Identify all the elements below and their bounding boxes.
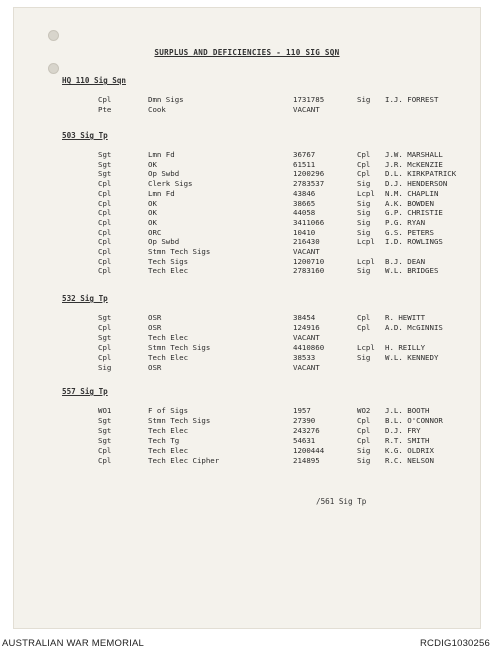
table-row (14, 436, 480, 446)
table-row (14, 169, 480, 179)
cell-role: OK (148, 217, 157, 227)
table-row (14, 323, 480, 333)
table-row (14, 446, 480, 456)
cell-role: OK (148, 208, 157, 218)
cell-rank2: Lcpl (357, 188, 375, 198)
cell-role: Lmn Fd (148, 188, 175, 198)
cell-rank2: Sig (357, 455, 371, 465)
cell-role: OSR (148, 313, 162, 322)
cell-rank2: Sig (357, 266, 371, 276)
cell-name: D.J. HENDERSON (385, 179, 448, 189)
cell-name: B.L. O'CONNOR (385, 415, 443, 425)
cell-rank: Sgt (98, 313, 112, 322)
table-row (14, 208, 480, 218)
cell-rank: Cpl (98, 217, 112, 227)
cell-rank: Cpl (98, 237, 112, 247)
cell-number: 27390 (293, 415, 316, 425)
cell-number: 1200444 (293, 445, 325, 455)
document-body (14, 8, 480, 628)
cell-rank2: Cpl (357, 425, 371, 435)
cell-name: D.J. FRY (385, 425, 421, 435)
table-row (14, 353, 480, 363)
cell-name: H. REILLY (385, 342, 426, 352)
cell-role: Tech Sigs (148, 256, 189, 266)
cell-rank2: Lcpl (357, 342, 375, 352)
cell-number: 44058 (293, 208, 316, 218)
cell-rank: Cpl (98, 179, 112, 189)
cell-role: OSR (148, 362, 162, 372)
cell-rank: Sgt (98, 415, 112, 425)
cell-number: VACANT (293, 104, 320, 114)
cell-rank: Sgt (98, 159, 112, 169)
cell-rank2: Sig (357, 95, 371, 104)
cell-rank2: Sig (357, 227, 371, 237)
table-row (14, 247, 480, 257)
cell-number: 214895 (293, 455, 320, 465)
table-row (14, 228, 480, 238)
cell-number: 38533 (293, 352, 316, 362)
archive-footer (0, 635, 494, 654)
cell-name: D.L. KIRKPATRICK (385, 169, 457, 179)
cell-rank2: Lcpl (357, 256, 375, 266)
cell-name: J.R. McKENZIE (385, 159, 443, 169)
cell-rank: Pte (98, 104, 112, 114)
cell-rank2: Cpl (357, 150, 371, 159)
section-heading: 503 Sig Tp (62, 131, 108, 140)
cell-role: ORC (148, 227, 162, 237)
cell-name: N.M. CHAPLIN (385, 188, 439, 198)
section-heading: 557 Sig Tp (62, 387, 108, 396)
section-heading: HQ 110 Sig Sqn (62, 76, 127, 85)
cell-name: B.J. DEAN (385, 256, 426, 266)
cell-number: 3411066 (293, 217, 325, 227)
document-title: SURPLUS AND DEFICIENCIES - 110 SIG SQN (154, 48, 340, 57)
cell-role: F of Sigs (148, 406, 189, 415)
cell-number: 124916 (293, 322, 320, 332)
cell-number: 43846 (293, 188, 316, 198)
cell-role: Op Swbd (148, 237, 180, 247)
cell-rank: Sgt (98, 425, 112, 435)
cell-role: Tech Tg (148, 435, 180, 445)
table-row (14, 406, 480, 416)
cell-name: K.G. OLDRIX (385, 445, 434, 455)
cell-number: 2783160 (293, 266, 325, 276)
table-row (14, 237, 480, 247)
table-row (14, 426, 480, 436)
cell-role: Tech Elec (148, 352, 189, 362)
signature-line: /561 Sig Tp (316, 497, 367, 506)
cell-name: P.G. RYAN (385, 217, 426, 227)
table-row (14, 189, 480, 199)
cell-number: 10410 (293, 227, 316, 237)
cell-role: OK (148, 198, 157, 208)
cell-rank: Sgt (98, 150, 112, 159)
cell-role: Stmn Tech Sigs (148, 415, 211, 425)
table-row (14, 95, 480, 105)
cell-role: Stmn Tech Sigs (148, 342, 211, 352)
cell-role: OK (148, 159, 157, 169)
cell-number: VACANT (293, 362, 320, 372)
cell-rank2: Sig (357, 208, 371, 218)
cell-rank: Cpl (98, 342, 112, 352)
cell-rank: Sgt (98, 169, 112, 179)
cell-rank2: Sig (357, 179, 371, 189)
cell-rank: Cpl (98, 445, 112, 455)
cell-name: G.P. CHRISTIE (385, 208, 443, 218)
cell-role: Tech Elec (148, 425, 189, 435)
cell-role: Tech Elec (148, 266, 189, 276)
cell-rank: Cpl (98, 322, 112, 332)
cell-name: W.L. KENNEDY (385, 352, 439, 362)
cell-number: VACANT (293, 247, 320, 256)
cell-rank: Cpl (98, 227, 112, 237)
cell-rank: Cpl (98, 455, 112, 465)
cell-role: Stmn Tech Sigs (148, 247, 211, 256)
table-row (14, 416, 480, 426)
cell-role: Op Swbd (148, 169, 180, 179)
table-row (14, 343, 480, 353)
cell-rank: Sgt (98, 435, 112, 445)
cell-rank: Cpl (98, 95, 112, 104)
cell-rank: Cpl (98, 188, 112, 198)
cell-name: G.S. PETERS (385, 227, 434, 237)
cell-role: Dmn Sigs (148, 95, 184, 104)
cell-role: Tech Elec (148, 332, 189, 342)
cell-name: I.D. ROWLINGS (385, 237, 443, 247)
cell-rank2: Cpl (357, 159, 371, 169)
cell-rank2: Cpl (357, 169, 371, 179)
cell-name: R.C. NELSON (385, 455, 434, 465)
cell-rank: Sgt (98, 332, 112, 342)
cell-number: 36767 (293, 150, 316, 159)
cell-rank2: Cpl (357, 435, 371, 445)
cell-number: 243276 (293, 425, 320, 435)
cell-rank: Cpl (98, 266, 112, 276)
table-row (14, 313, 480, 323)
cell-role: Tech Elec (148, 445, 189, 455)
cell-rank: Cpl (98, 208, 112, 218)
cell-name: J.L. BOOTH (385, 406, 430, 415)
table-row (14, 150, 480, 160)
cell-role: Tech Elec Cipher (148, 455, 220, 465)
cell-number: 61511 (293, 159, 316, 169)
cell-role: Lmn Fd (148, 150, 175, 159)
cell-number: 1731785 (293, 95, 325, 104)
cell-number: 2783537 (293, 179, 325, 189)
cell-name: A.D. McGINNIS (385, 322, 443, 332)
cell-name: J.W. MARSHALL (385, 150, 443, 159)
cell-number: 1957 (293, 406, 311, 415)
table-row (14, 160, 480, 170)
cell-number: 38454 (293, 313, 316, 322)
cell-rank2: Sig (357, 352, 371, 362)
cell-name: A.K. BOWDEN (385, 198, 434, 208)
cell-rank: Cpl (98, 352, 112, 362)
cell-role: OSR (148, 322, 162, 332)
table-row (14, 333, 480, 343)
cell-rank: Cpl (98, 198, 112, 208)
table-row (14, 266, 480, 276)
table-row (14, 218, 480, 228)
cell-number: 1200296 (293, 169, 325, 179)
table-row (14, 105, 480, 115)
cell-name: R.T. SMITH (385, 435, 430, 445)
cell-number: VACANT (293, 332, 320, 342)
table-row (14, 363, 480, 373)
cell-name: I.J. FORREST (385, 95, 439, 104)
cell-rank: WO1 (98, 406, 112, 415)
footer-record-id: RCDIG1030256 (420, 638, 490, 649)
document-page (14, 8, 480, 628)
cell-name: R. HEWITT (385, 313, 426, 322)
cell-rank2: Sig (357, 198, 371, 208)
cell-role: Clerk Sigs (148, 179, 193, 189)
cell-number: 54631 (293, 435, 316, 445)
cell-name: W.L. BRIDGES (385, 266, 439, 276)
cell-number: 38665 (293, 198, 316, 208)
section-heading: 532 Sig Tp (62, 294, 108, 303)
table-row (14, 456, 480, 466)
cell-rank: Cpl (98, 256, 112, 266)
cell-rank2: Sig (357, 217, 371, 227)
cell-number: 1200710 (293, 256, 325, 266)
cell-number: 4410860 (293, 342, 325, 352)
footer-institution: AUSTRALIAN WAR MEMORIAL (2, 638, 145, 649)
cell-rank2: Cpl (357, 415, 371, 425)
cell-rank2: Sig (357, 445, 371, 455)
cell-role: Cook (148, 104, 166, 114)
cell-rank2: WO2 (357, 406, 371, 415)
table-row (14, 257, 480, 267)
cell-number: 216430 (293, 237, 320, 247)
cell-rank: Cpl (98, 247, 112, 256)
cell-rank: Sig (98, 362, 112, 372)
table-row (14, 179, 480, 189)
cell-rank2: Lcpl (357, 237, 375, 247)
cell-rank2: Cpl (357, 322, 371, 332)
table-row (14, 199, 480, 209)
cell-rank2: Cpl (357, 313, 371, 322)
